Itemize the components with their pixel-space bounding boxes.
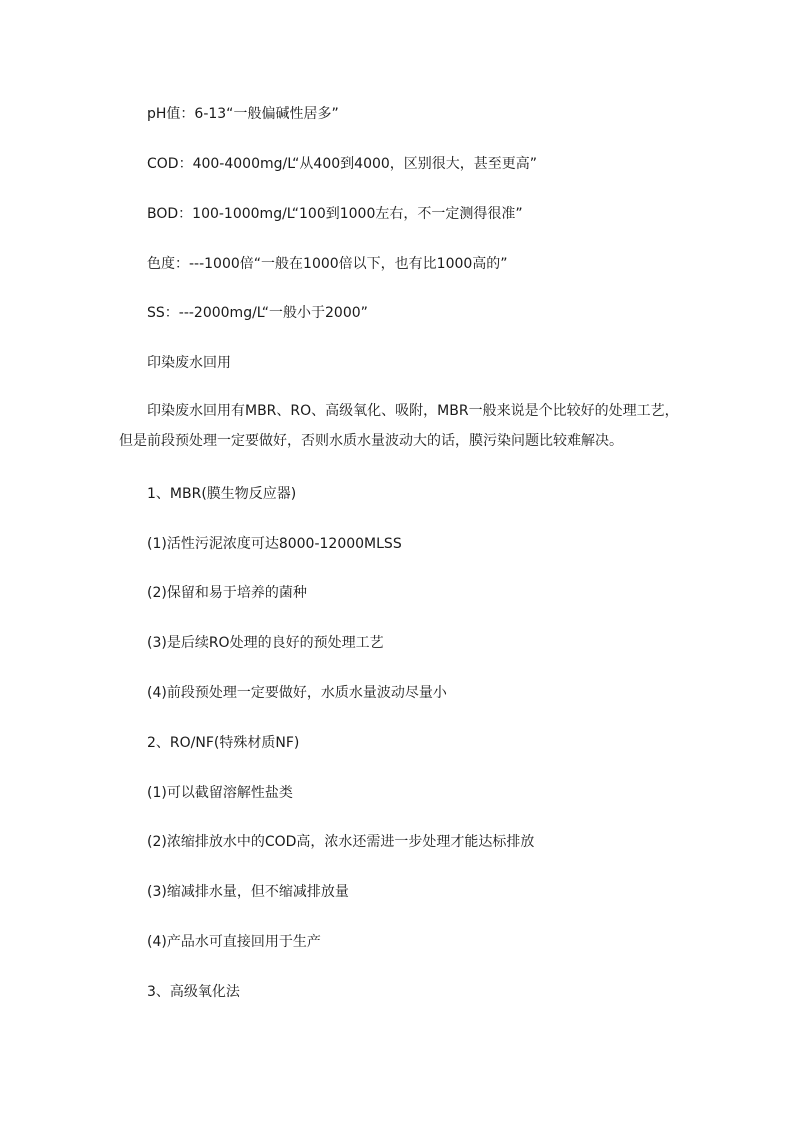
ss-value-line: SS：---2000mg/L“一般小于2000” xyxy=(147,305,368,321)
mbr-item-4: (4)前段预处理一定要做好，水质水量波动尽量小 xyxy=(147,685,447,701)
ph-value-line: pH值：6-13“一般偏碱性居多” xyxy=(147,106,339,122)
heading-mbr: 1、MBR(膜生物反应器) xyxy=(147,486,297,502)
cod-value-line: COD：400-4000mg/L“从400到4000，区别很大，甚至更高” xyxy=(147,156,538,172)
mbr-item-1: (1)活性污泥浓度可达8000-12000MLSS xyxy=(147,536,402,552)
chroma-value-line: 色度：---1000倍“一般在1000倍以下，也有比1000高的” xyxy=(147,256,508,272)
reuse-paragraph: 印染废水回用有MBR、RO、高级氧化、吸附，MBR一般来说是个比较好的处理工艺，但是前段预处理一定要做好，否则水质水量波动大的话，膜污染问题比较难解决。 xyxy=(119,403,679,449)
ro-item-1: (1)可以截留溶解性盐类 xyxy=(147,785,293,801)
ro-item-4: (4)产品水可直接回用于生产 xyxy=(147,934,321,950)
mbr-item-2: (2)保留和易于培养的菌种 xyxy=(147,585,307,601)
heading-advanced-oxidation: 3、高级氧化法 xyxy=(147,984,240,1000)
ro-item-2: (2)浓缩排放水中的COD高，浓水还需进一步处理才能达标排放 xyxy=(147,834,535,850)
ro-item-3: (3)缩减排水量，但不缩减排放量 xyxy=(147,884,349,900)
bod-value-line: BOD：100-1000mg/L“100到1000左右，不一定测得很准” xyxy=(147,206,523,222)
mbr-item-3: (3)是后续RO处理的良好的预处理工艺 xyxy=(147,635,384,651)
section-heading-reuse: 印染废水回用 xyxy=(147,355,231,371)
heading-ro-nf: 2、RO/NF(特殊材质NF) xyxy=(147,735,300,751)
